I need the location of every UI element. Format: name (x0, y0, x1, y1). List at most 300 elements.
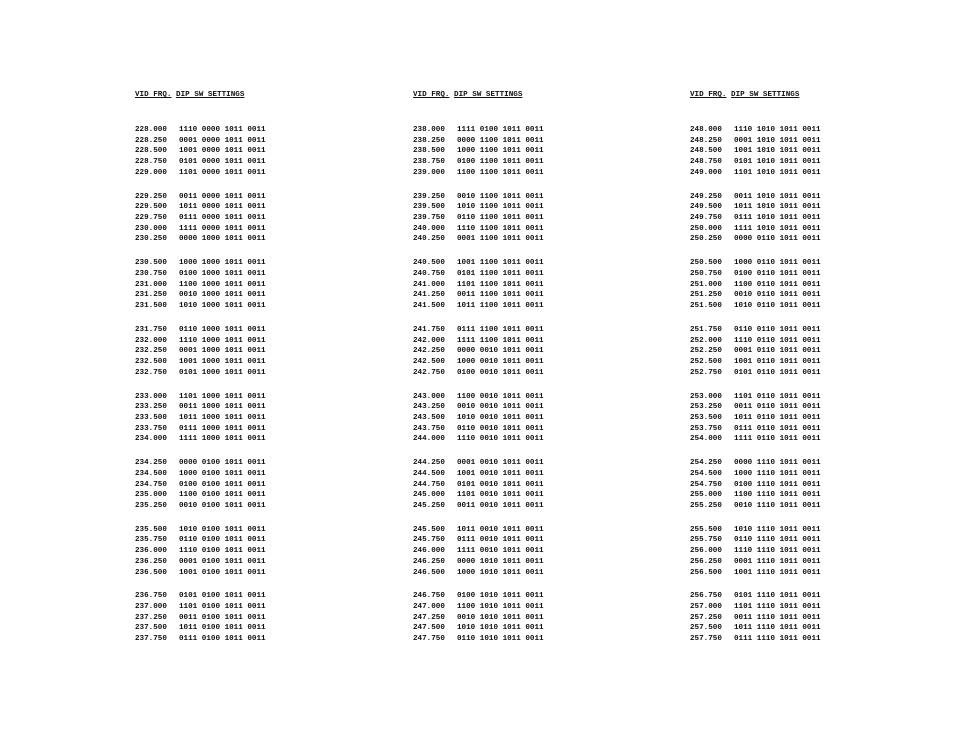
frequency-cell: 230.750 (135, 269, 167, 278)
dip-switch-cell: 1001 1100 1011 0011 (457, 259, 544, 268)
frequency-cell: 229.000 (135, 168, 167, 177)
frequency-cell: 251.500 (690, 302, 722, 310)
table-row (135, 280, 365, 291)
frequency-cell: 248.500 (690, 147, 722, 156)
column-header (690, 90, 920, 101)
frequency-cell: 245.500 (413, 525, 445, 534)
frequency-cell: 228.000 (135, 126, 167, 134)
frequency-cell: 241.000 (413, 280, 445, 289)
dip-switch-cell: 1010 0110 1011 0011 (734, 302, 821, 310)
dip-switch-cell: 0110 1110 1011 0011 (734, 536, 821, 545)
row-group (690, 392, 920, 445)
frequency-cell: 250.500 (690, 259, 722, 268)
table-row (135, 146, 365, 157)
table-row (135, 301, 365, 312)
table-row (690, 568, 920, 579)
frequency-cell: 231.750 (135, 325, 167, 334)
dip-switch-cell: 1100 1000 1011 0011 (179, 280, 266, 289)
table-row (135, 469, 365, 480)
dip-switch-cell: 0111 0000 1011 0011 (179, 214, 266, 222)
table-row (135, 234, 365, 245)
row-group (135, 125, 365, 178)
table-row (413, 402, 643, 413)
dip-switch-cell: 1010 0010 1011 0011 (457, 413, 544, 422)
frequency-cell: 239.250 (413, 192, 445, 201)
dip-header-label: DIP SW SETTINGS (454, 91, 523, 99)
dip-header-label: DIP SW SETTINGS (176, 91, 245, 99)
dip-switch-cell: 0100 1000 1011 0011 (179, 269, 266, 278)
frequency-cell: 235.750 (135, 536, 167, 545)
table-row (413, 125, 643, 136)
frequency-cell: 241.750 (413, 325, 445, 334)
dip-switch-cell: 1011 0000 1011 0011 (179, 203, 266, 212)
frequency-cell: 233.500 (135, 413, 167, 422)
table-row (413, 224, 643, 235)
frequency-cell: 238.000 (413, 126, 445, 134)
dip-switch-cell: 1110 0000 1011 0011 (179, 126, 266, 134)
table-row (413, 535, 643, 546)
dip-switch-cell: 1010 0100 1011 0011 (179, 525, 266, 534)
dip-switch-cell: 0011 1000 1011 0011 (179, 403, 266, 412)
frequency-cell: 256.000 (690, 547, 722, 556)
frequency-cell: 228.750 (135, 158, 167, 167)
frequency-cell: 234.250 (135, 459, 167, 468)
frequency-cell: 229.250 (135, 192, 167, 201)
row-group (690, 525, 920, 578)
dip-switch-cell: 0101 1100 1011 0011 (457, 269, 544, 278)
table-row (135, 392, 365, 403)
dip-switch-cell: 1001 0010 1011 0011 (457, 469, 544, 478)
table-row (690, 325, 920, 336)
dip-switch-cell: 1000 0100 1011 0011 (179, 469, 266, 478)
dip-switch-cell: 1100 0110 1011 0011 (734, 280, 821, 289)
dip-switch-cell: 1101 1110 1011 0011 (734, 603, 821, 612)
dip-switch-cell: 0000 0010 1011 0011 (457, 347, 544, 356)
table-row (135, 546, 365, 557)
table-row (690, 392, 920, 403)
table-row (690, 346, 920, 357)
frequency-cell: 245.250 (413, 501, 445, 510)
frequency-cell: 250.000 (690, 224, 722, 233)
dip-switch-cell: 1100 1110 1011 0011 (734, 491, 821, 500)
dip-switch-cell: 0011 0010 1011 0011 (457, 501, 544, 510)
dip-switch-cell: 1100 1010 1011 0011 (457, 603, 544, 612)
frequency-cell: 257.000 (690, 603, 722, 612)
frequency-cell: 239.500 (413, 203, 445, 212)
dip-switch-cell: 0101 1010 1011 0011 (734, 158, 821, 167)
frequency-cell: 238.250 (413, 136, 445, 145)
row-group (413, 325, 643, 378)
frequency-cell: 241.500 (413, 302, 445, 310)
dip-switch-cell: 1011 0110 1011 0011 (734, 413, 821, 422)
frequency-cell: 251.750 (690, 325, 722, 334)
row-group (413, 125, 643, 178)
table-row (413, 280, 643, 291)
table-row (413, 357, 643, 368)
frequency-cell: 244.500 (413, 469, 445, 478)
table-row (413, 368, 643, 379)
dip-switch-cell: 1110 0010 1011 0011 (457, 435, 544, 444)
dip-switch-cell: 0001 1110 1011 0011 (734, 557, 821, 566)
frequency-cell: 250.750 (690, 269, 722, 278)
frequency-cell: 233.750 (135, 424, 167, 433)
frequency-cell: 252.000 (690, 336, 722, 345)
dip-switch-cell: 0001 0000 1011 0011 (179, 136, 266, 145)
frequency-cell: 240.000 (413, 224, 445, 233)
frequency-cell: 230.250 (135, 235, 167, 244)
frequency-cell: 232.500 (135, 357, 167, 366)
frequency-cell: 257.500 (690, 624, 722, 633)
frequency-cell: 236.250 (135, 557, 167, 566)
frequency-cell: 232.000 (135, 336, 167, 345)
frequency-cell: 253.000 (690, 392, 722, 401)
table-row (413, 424, 643, 435)
frequency-cell: 251.250 (690, 291, 722, 300)
dip-switch-cell: 1011 1110 1011 0011 (734, 624, 821, 633)
dip-switch-cell: 0110 1010 1011 0011 (457, 635, 544, 644)
table-row (690, 146, 920, 157)
frequency-cell: 234.000 (135, 435, 167, 444)
table-row (413, 546, 643, 557)
table-row (690, 357, 920, 368)
table-row (690, 290, 920, 301)
row-group (413, 458, 643, 511)
dip-switch-cell: 0111 0100 1011 0011 (179, 635, 266, 644)
frequency-cell: 254.500 (690, 469, 722, 478)
table-row (135, 258, 365, 269)
frequency-cell: 256.500 (690, 568, 722, 577)
table-row (690, 301, 920, 312)
table-row (413, 234, 643, 245)
table-row (690, 413, 920, 424)
table-row (413, 458, 643, 469)
frequency-cell: 247.500 (413, 624, 445, 633)
frequency-cell: 232.250 (135, 347, 167, 356)
table-row (135, 290, 365, 301)
frequency-cell: 240.750 (413, 269, 445, 278)
dip-switch-cell: 1100 0010 1011 0011 (457, 392, 544, 401)
table-column-3 (690, 90, 920, 658)
dip-switch-cell: 0010 0110 1011 0011 (734, 291, 821, 300)
dip-switch-cell: 1110 1100 1011 0011 (457, 224, 544, 233)
frequency-cell: 231.500 (135, 302, 167, 310)
row-group (690, 258, 920, 311)
table-row (413, 480, 643, 491)
table-row (413, 591, 643, 602)
frequency-cell: 246.750 (413, 592, 445, 601)
table-row (690, 546, 920, 557)
frequency-cell: 255.250 (690, 501, 722, 510)
frequency-cell: 236.000 (135, 547, 167, 556)
dip-switch-cell: 0001 1010 1011 0011 (734, 136, 821, 145)
dip-switch-cell: 0001 1100 1011 0011 (457, 235, 544, 244)
frequency-cell: 255.500 (690, 525, 722, 534)
table-row (690, 469, 920, 480)
table-row (413, 623, 643, 634)
frequency-cell: 248.750 (690, 158, 722, 167)
table-row (413, 469, 643, 480)
dip-switch-cell: 1010 1110 1011 0011 (734, 525, 821, 534)
dip-switch-cell: 1010 1000 1011 0011 (179, 302, 266, 310)
frequency-cell: 235.000 (135, 491, 167, 500)
frequency-cell: 242.750 (413, 368, 445, 377)
frequency-cell: 241.250 (413, 291, 445, 300)
table-row (413, 213, 643, 224)
table-row (135, 357, 365, 368)
dip-header-label: DIP SW SETTINGS (731, 91, 800, 99)
dip-switch-cell: 0011 0110 1011 0011 (734, 403, 821, 412)
frequency-cell: 237.750 (135, 635, 167, 644)
dip-switch-cell: 1101 0110 1011 0011 (734, 392, 821, 401)
dip-switch-cell: 0101 0110 1011 0011 (734, 368, 821, 377)
row-group (135, 392, 365, 445)
dip-switch-cell: 1011 1010 1011 0011 (734, 203, 821, 212)
dip-switch-cell: 1110 0110 1011 0011 (734, 336, 821, 345)
table-row (690, 557, 920, 568)
frequency-cell: 229.500 (135, 203, 167, 212)
table-row (135, 157, 365, 168)
table-row (690, 234, 920, 245)
dip-switch-cell: 0011 0000 1011 0011 (179, 192, 266, 201)
frequency-cell: 246.000 (413, 547, 445, 556)
dip-switch-cell: 1101 1000 1011 0011 (179, 392, 266, 401)
table-row (135, 525, 365, 536)
frequency-cell: 256.750 (690, 592, 722, 601)
dip-switch-cell: 0001 1000 1011 0011 (179, 347, 266, 356)
frequency-cell: 253.500 (690, 413, 722, 422)
table-row (690, 168, 920, 179)
frequency-cell: 232.750 (135, 368, 167, 377)
dip-switch-cell: 1011 1000 1011 0011 (179, 413, 266, 422)
frequency-cell: 235.500 (135, 525, 167, 534)
row-group (135, 258, 365, 311)
dip-switch-cell: 1000 0010 1011 0011 (457, 357, 544, 366)
dip-switch-cell: 0010 1010 1011 0011 (457, 613, 544, 622)
frequency-cell: 244.750 (413, 480, 445, 489)
table-row (413, 413, 643, 424)
frequency-cell: 246.250 (413, 557, 445, 566)
table-row (413, 613, 643, 624)
frequency-cell: 248.250 (690, 136, 722, 145)
table-row (413, 157, 643, 168)
frequency-cell: 228.500 (135, 147, 167, 156)
row-group (690, 125, 920, 178)
dip-switch-cell: 0000 1000 1011 0011 (179, 235, 266, 244)
freq-header-label: VID FRQ. (135, 91, 172, 99)
dip-switch-cell: 0000 0100 1011 0011 (179, 459, 266, 468)
frequency-cell: 231.250 (135, 291, 167, 300)
frequency-cell: 238.500 (413, 147, 445, 156)
table-row (690, 480, 920, 491)
dip-switch-cell: 0101 0000 1011 0011 (179, 158, 266, 167)
dip-switch-cell: 1101 1010 1011 0011 (734, 168, 821, 177)
frequency-cell: 248.000 (690, 126, 722, 134)
dip-switch-cell: 1011 0010 1011 0011 (457, 525, 544, 534)
table-row (413, 146, 643, 157)
dip-switch-cell: 0111 1100 1011 0011 (457, 325, 544, 334)
table-row (135, 490, 365, 501)
frequency-cell: 229.750 (135, 214, 167, 222)
dip-switch-cell: 1110 1110 1011 0011 (734, 547, 821, 556)
table-row (135, 168, 365, 179)
dip-switch-cell: 0111 1000 1011 0011 (179, 424, 266, 433)
frequency-cell: 257.250 (690, 613, 722, 622)
frequency-cell: 253.250 (690, 403, 722, 412)
frequency-cell: 234.750 (135, 480, 167, 489)
table-row (413, 269, 643, 280)
dip-switch-cell: 1100 1100 1011 0011 (457, 168, 544, 177)
table-row (135, 224, 365, 235)
frequency-cell: 242.250 (413, 347, 445, 356)
frequency-cell: 255.750 (690, 536, 722, 545)
dip-switch-cell: 0101 1000 1011 0011 (179, 368, 266, 377)
dip-switch-cell: 0001 0010 1011 0011 (457, 459, 544, 468)
dip-switch-cell: 1100 0100 1011 0011 (179, 491, 266, 500)
table-row (690, 525, 920, 536)
table-row (135, 413, 365, 424)
dip-switch-cell: 1101 0100 1011 0011 (179, 603, 266, 612)
table-row (413, 168, 643, 179)
frequency-cell: 252.250 (690, 347, 722, 356)
table-row (690, 136, 920, 147)
table-row (413, 258, 643, 269)
table-row (135, 202, 365, 213)
table-row (690, 591, 920, 602)
table-row (135, 535, 365, 546)
row-group (413, 525, 643, 578)
table-row (135, 346, 365, 357)
frequency-cell: 249.250 (690, 192, 722, 201)
dip-switch-cell: 0100 1100 1011 0011 (457, 158, 544, 167)
table-row (413, 336, 643, 347)
row-group (135, 591, 365, 644)
dip-switch-cell: 0000 1010 1011 0011 (457, 557, 544, 566)
table-row (690, 125, 920, 136)
dip-switch-cell: 1111 0010 1011 0011 (457, 547, 544, 556)
frequency-cell: 242.000 (413, 336, 445, 345)
dip-switch-cell: 0100 1110 1011 0011 (734, 480, 821, 489)
table-row (690, 535, 920, 546)
table-row (135, 602, 365, 613)
row-group (690, 458, 920, 511)
frequency-cell: 234.500 (135, 469, 167, 478)
dip-switch-cell: 1001 1010 1011 0011 (734, 147, 821, 156)
table-row (690, 336, 920, 347)
frequency-cell: 240.500 (413, 259, 445, 268)
table-row (135, 557, 365, 568)
dip-switch-cell: 0101 0010 1011 0011 (457, 480, 544, 489)
frequency-cell: 246.500 (413, 568, 445, 577)
frequency-cell: 243.750 (413, 424, 445, 433)
dip-switch-cell: 1000 1000 1011 0011 (179, 259, 266, 268)
column-header (413, 90, 643, 101)
frequency-cell: 243.000 (413, 392, 445, 401)
frequency-cell: 254.000 (690, 435, 722, 444)
frequency-cell: 243.500 (413, 413, 445, 422)
frequency-cell: 247.250 (413, 613, 445, 622)
table-row (413, 301, 643, 312)
table-row (413, 325, 643, 336)
row-group (690, 591, 920, 644)
dip-switch-cell: 0110 1000 1011 0011 (179, 325, 266, 334)
table-row (690, 368, 920, 379)
frequency-cell: 233.250 (135, 403, 167, 412)
frequency-cell: 252.750 (690, 368, 722, 377)
dip-switch-cell: 0111 0110 1011 0011 (734, 424, 821, 433)
table-row (690, 434, 920, 445)
dip-switch-cell: 0111 1010 1011 0011 (734, 214, 821, 222)
row-group (413, 258, 643, 311)
dip-switch-cell: 0010 1100 1011 0011 (457, 192, 544, 201)
frequency-cell: 256.250 (690, 557, 722, 566)
table-row (690, 458, 920, 469)
row-group (135, 192, 365, 245)
dip-switch-cell: 1111 0110 1011 0011 (734, 435, 821, 444)
dip-switch-cell: 0000 1110 1011 0011 (734, 459, 821, 468)
dip-switch-cell: 0011 1100 1011 0011 (457, 291, 544, 300)
table-row (413, 634, 643, 645)
dip-switch-cell: 1010 1100 1011 0011 (457, 203, 544, 212)
table-row (135, 269, 365, 280)
frequency-cell: 245.000 (413, 491, 445, 500)
frequency-cell: 254.250 (690, 459, 722, 468)
frequency-cell: 253.750 (690, 424, 722, 433)
table-row (135, 480, 365, 491)
dip-switch-cell: 1111 1010 1011 0011 (734, 224, 821, 233)
table-row (135, 568, 365, 579)
table-row (413, 602, 643, 613)
table-row (135, 136, 365, 147)
frequency-cell: 257.750 (690, 635, 722, 644)
table-row (690, 280, 920, 291)
table-row (135, 501, 365, 512)
dip-switch-cell: 1001 0110 1011 0011 (734, 357, 821, 366)
dip-switch-cell: 0010 1000 1011 0011 (179, 291, 266, 300)
frequency-cell: 230.500 (135, 259, 167, 268)
frequency-cell: 247.000 (413, 603, 445, 612)
dip-switch-cell: 1111 0000 1011 0011 (179, 224, 266, 233)
frequency-cell: 249.500 (690, 203, 722, 212)
frequency-cell: 251.000 (690, 280, 722, 289)
table-row (690, 634, 920, 645)
table-row (135, 623, 365, 634)
dip-switch-cell: 0101 0100 1011 0011 (179, 592, 266, 601)
column-header (135, 90, 365, 101)
dip-switch-cell: 1001 1000 1011 0011 (179, 357, 266, 366)
dip-switch-cell: 0110 0010 1011 0011 (457, 424, 544, 433)
frequency-cell: 238.750 (413, 158, 445, 167)
dip-switch-cell: 0101 1110 1011 0011 (734, 592, 821, 601)
frequency-cell: 237.500 (135, 624, 167, 633)
row-group (413, 192, 643, 245)
dip-switch-cell: 1000 0110 1011 0011 (734, 259, 821, 268)
table-row (413, 490, 643, 501)
table-row (413, 392, 643, 403)
frequency-cell: 243.250 (413, 403, 445, 412)
dip-switch-cell: 0110 1100 1011 0011 (457, 214, 544, 222)
frequency-cell: 240.250 (413, 235, 445, 244)
frequency-cell: 237.250 (135, 613, 167, 622)
row-group (135, 325, 365, 378)
table-row (413, 557, 643, 568)
table-row (690, 192, 920, 203)
dip-switch-cell: 1010 1010 1011 0011 (457, 624, 544, 633)
table-row (135, 213, 365, 224)
table-row (135, 424, 365, 435)
frequency-cell: 228.250 (135, 136, 167, 145)
frequency-cell: 250.250 (690, 235, 722, 244)
frequency-cell: 245.750 (413, 536, 445, 545)
